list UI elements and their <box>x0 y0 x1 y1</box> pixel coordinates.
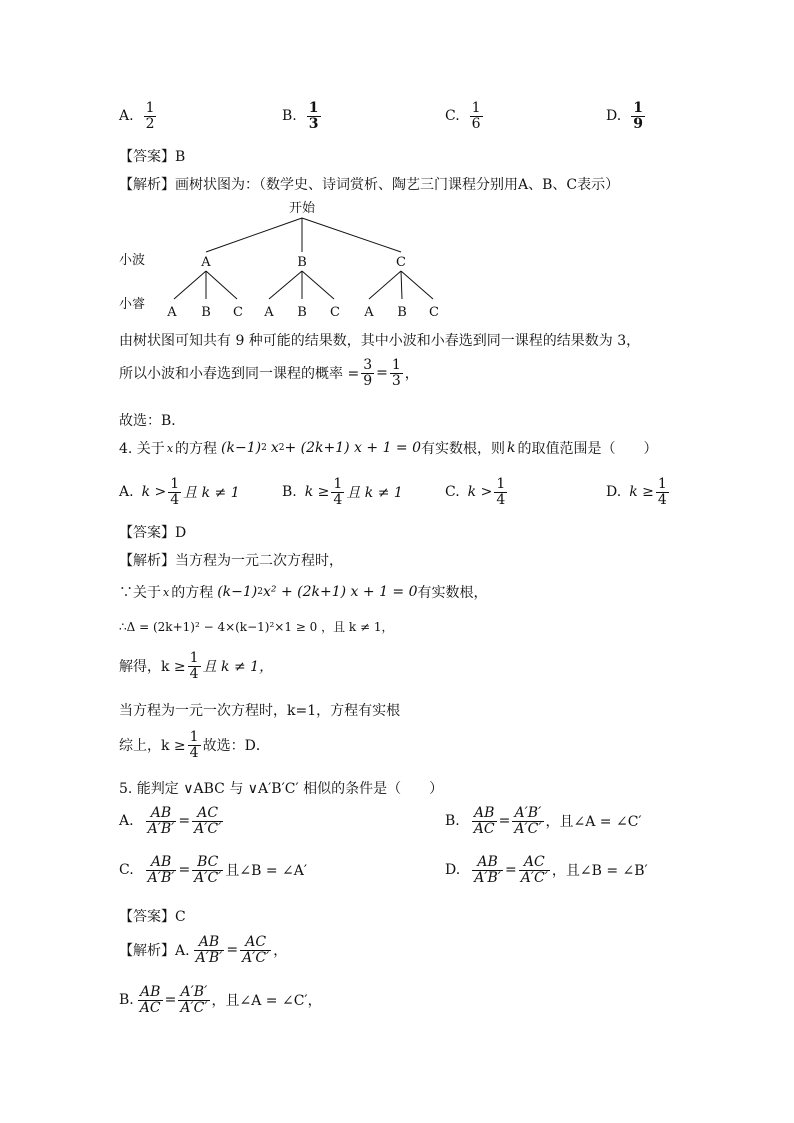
q4-answer: 【答案】D <box>119 525 187 541</box>
fraction: $\frac{1}{4}$ <box>496 476 506 508</box>
tree-leaf: B <box>297 305 307 320</box>
tree-edge <box>269 271 302 299</box>
option-label: A. <box>119 108 134 125</box>
q5-option-c: C. $\frac{AB}{A'B'}$ = $\frac{BC}{A'C'}$ 且∠B = ∠A′ <box>119 854 308 886</box>
tree-leaf: A <box>167 305 177 320</box>
fraction: $\frac{AB}{AC}$ <box>139 984 161 1016</box>
q4-option-b: B. k ≥ $\frac{1}{4}$ 且 k ≠ 1 <box>282 476 403 508</box>
tree-leaf: C <box>429 305 439 320</box>
q3-option-b <box>282 101 323 131</box>
q4-analysis-3: ∴Δ = (2k+1)² − 4×(k−1)²×1 ≥ 0 ，且 k ≠ 1， <box>119 620 394 634</box>
tree-edge <box>206 271 237 299</box>
q4-option-c: C. k > $\frac{1}{4}$ <box>445 476 506 508</box>
q4-stem: 4. 关于 x 的方程 (k−1) 2 x 2 + (2k+1) x + 1 = 0 有实数根，则 k 的取值范围是（ ） <box>119 440 658 457</box>
q3-option-a <box>119 101 158 131</box>
fraction: $\frac{1}{4}$ <box>333 476 343 508</box>
tree-edge <box>302 271 334 299</box>
q5-option-d: D. $\frac{AB}{A'B'}$ = $\frac{AC}{A'C'}$ ，且∠B = ∠B′ <box>445 854 648 886</box>
tree-edge <box>302 218 401 252</box>
fraction: $\frac{1}{3}$ <box>391 357 401 389</box>
fraction: $\frac{AC}{A'C'}$ <box>242 934 270 966</box>
fraction: $\frac{AB}{A'B'}$ <box>147 805 175 837</box>
fraction: $\frac{A'B'}{A'C'}$ <box>180 984 208 1016</box>
fraction: $\frac{AC}{A'C'}$ <box>520 854 548 886</box>
fraction: $\frac{1}{9}$ <box>633 100 643 132</box>
tree-edge <box>206 218 302 252</box>
q5-option-a: A. $\frac{AB}{A'B'}$ = $\frac{AC}{A'C'}$ <box>119 805 222 837</box>
tree-node: B <box>297 255 307 270</box>
tree-edge <box>401 271 433 299</box>
fraction: $\frac{AB}{A'B'}$ <box>474 854 501 886</box>
tree-diagram <box>0 196 794 326</box>
tree-level2-label: 小睿 <box>119 297 146 312</box>
fraction: $\frac{1}{3}$ <box>308 100 319 132</box>
tree-leaf: B <box>397 305 407 320</box>
tree-leaf: A <box>264 305 274 320</box>
fraction: $\frac{AC}{A'C'}$ <box>194 805 222 837</box>
q3-answer: 【答案】B <box>119 149 186 165</box>
q3-line2: 所以小波和小春选到同一课程的概率 = $\frac{3}{9}$ = $\frac{1}{3}$ ， <box>119 357 419 389</box>
tree-leaf: C <box>233 305 243 320</box>
fraction: $\frac{1}{4}$ <box>189 650 199 682</box>
tree-edge <box>369 271 401 299</box>
fraction: $\frac{BC}{A'C'}$ <box>194 854 222 886</box>
fraction: $\frac{AB}{A'B'}$ <box>195 934 223 966</box>
tree-leaf: A <box>364 305 374 320</box>
q3-option-c <box>445 101 485 131</box>
fraction: $\frac{AB}{A'B'}$ <box>147 854 175 886</box>
tree-node: A <box>201 255 211 270</box>
q4-option-d: D. k ≥ $\frac{1}{4}$ <box>606 476 667 508</box>
fraction: $\frac{1}{6}$ <box>471 100 481 132</box>
q4-analysis-1: 【解析】当方程为一元二次方程时， <box>119 553 343 569</box>
q4-analysis-6: 综上，k ≥ $\frac{1}{4}$ 故选：D． <box>119 729 270 761</box>
q3-line3: 故选：B． <box>119 413 186 429</box>
q3-option-d <box>606 101 647 131</box>
tree-leaf: B <box>201 305 211 320</box>
fraction: $\frac{1}{4}$ <box>189 729 199 761</box>
option-label: D. <box>606 108 622 125</box>
option-label: C. <box>445 108 460 125</box>
q3-analysis-intro: 【解析】画树状图为：（数学史、诗词赏析、陶艺三门课程分别用A、B、C表示） <box>119 177 620 193</box>
q5-analysis-1: 【解析】A. $\frac{AB}{A'B'}$ = $\frac{AC}{A'C'}$ ， <box>119 934 288 966</box>
tree-level1-label: 小波 <box>119 253 146 268</box>
tree-leaf: C <box>330 305 340 320</box>
q4-analysis-4: 解得，k ≥ $\frac{1}{4}$ 且 k ≠ 1， <box>119 650 274 682</box>
tree-root: 开始 <box>288 201 316 216</box>
fraction: $\frac{AB}{AC}$ <box>473 805 495 837</box>
option-label: B. <box>282 108 297 125</box>
q5-option-b: B. $\frac{AB}{AC}$ = $\frac{A'B'}{A'C'}$ ，且∠A = ∠C′ <box>445 805 642 837</box>
tree-edge <box>401 271 402 299</box>
q4-analysis-2: ∵关于 x 的方程 (k−1) 2 x² + (2k+1) x + 1 = 0 有实数根， <box>119 584 488 601</box>
fraction: $\frac{1}{4}$ <box>170 476 180 508</box>
q5-analysis-2: B. $\frac{AB}{AC}$ = $\frac{A'B'}{A'C'}$ ，且∠A = ∠C′， <box>119 984 322 1016</box>
q4-analysis-5: 当方程为一元一次方程时，k=1，方程有实根 <box>119 703 401 719</box>
tree-edge <box>174 271 206 299</box>
q5-stem: 5. 能判定 ∨ABC 与 ∨A′B′C′ 相似的条件是（ ） <box>119 781 444 797</box>
q5-answer: 【答案】C <box>119 909 186 925</box>
tree-node: C <box>396 255 406 270</box>
q3-line1: 由树状图可知共有 9 种可能的结果数，其中小波和小春选到同一课程的结果数为 3， <box>119 333 641 349</box>
fraction: $\frac{3}{9}$ <box>363 357 373 389</box>
fraction: $\frac{1}{2}$ <box>145 100 155 132</box>
fraction: $\frac{1}{4}$ <box>657 476 667 508</box>
q4-option-a: A. k > $\frac{1}{4}$ 且 k ≠ 1 <box>119 476 240 508</box>
fraction: $\frac{A'B'}{A'C'}$ <box>514 805 542 837</box>
